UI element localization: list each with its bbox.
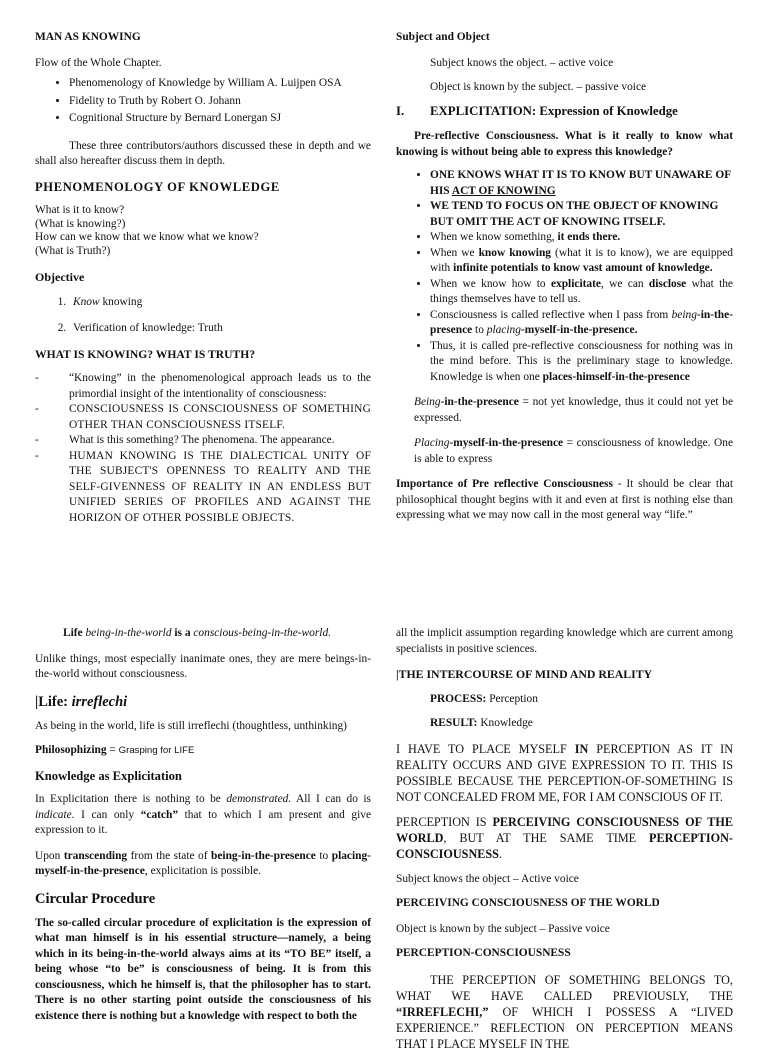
list-item: • Phenomenology of Knowledge by William A. Luijpen OSA <box>69 76 371 92</box>
list-item: 2. Verification of knowledge: Truth <box>69 321 371 337</box>
list-item: • Fidelity to Truth by Robert O. Johann <box>69 94 371 110</box>
irreflechi-heading: |Life: irreflechi <box>35 693 128 710</box>
continuation-paragraph: all the implicit assumption regarding knowledge which are current among specialists in positive sciences. <box>396 627 733 655</box>
section-title: EXPLICITATION: Expression of Knowledge <box>430 103 678 118</box>
passive-voice-line: Object is known by the subject. – passive voice <box>430 81 647 93</box>
list-item: • When we know something, it ends there. <box>430 230 733 246</box>
active-voice-line: Subject knows the object – Active voice <box>396 872 579 885</box>
final-paragraph: THE PERCEPTION OF SOMETHING BELONGS TO, WHAT WE HAVE CALLED PREVIOUSLY, THE “IRREFLECHI,” OF WHICH I POSSESS A “LIVED EXPERIENCE.” REFLECTION ON PERCEPTION MEANS THAT I PLACE MYSELF IN THE <box>396 972 733 1051</box>
what-is-knowing-heading: WHAT IS KNOWING? WHAT IS TRUTH? <box>35 347 256 361</box>
flow-label: Flow of the Whole Chapter. <box>35 56 162 69</box>
prereflective-question: Pre-reflective Consciousness. What is it really to know what knowing is without being able to express this knowledge? <box>396 130 733 158</box>
column-top-left <box>35 30 371 526</box>
list-item: - CONSCIOUSNESS IS CONSCIOUSNESS OF SOMETHING OTHER THAN CONSCIOUSNESS ITSELF. <box>35 402 371 433</box>
life-definition: Life being-in-the-world is a conscious-being-in-the-world. <box>63 627 331 639</box>
explicitation-paragraph: In Explicitation there is nothing to be demonstrated. All I can do is indicate. I can only “catch” that to which I am present and give expression to it. <box>35 793 372 836</box>
list-item: • When we know knowing (what it is to know), we are equipped with infinite potentials to know vast amount of knowledge. <box>430 246 733 277</box>
list-item: - “Knowing” in the phenomenological approach leads us to the primordial insight of the intentionality of consciousness: <box>35 371 371 402</box>
knowing-dash-list <box>35 371 371 526</box>
perception-consciousness-label: PERCEPTION-CONSCIOUSNESS <box>396 947 571 959</box>
list-item: • Cognitional Structure by Bernard Lonergan SJ <box>69 111 371 127</box>
result-line: RESULT: Knowledge <box>430 717 533 729</box>
phenomenology-heading: PHENOMENOLOGY OF KNOWLEDGE <box>35 179 280 194</box>
questions-block <box>35 204 371 258</box>
question-line: (What is Truth?) <box>35 244 111 257</box>
active-voice-line: Subject knows the object. – active voice <box>430 56 614 69</box>
circular-procedure-heading: Circular Procedure <box>35 890 156 907</box>
list-item: • Consciousness is called reflective when I pass from being-in-the-presence to placing-myself-in-the-presence. <box>430 308 733 339</box>
prereflective-bullets <box>396 168 733 385</box>
explicitation-heading <box>396 104 733 120</box>
objective-list <box>35 295 371 337</box>
intercourse-heading: |THE INTERCOURSE OF MIND AND REALITY <box>396 667 653 681</box>
transcending-paragraph: Upon transcending from the state of being-in-the-presence to placing-myself-in-the-presence, explicitation is possible. <box>35 849 371 877</box>
passive-voice-line: Object is known by the subject – Passive voice <box>396 922 610 935</box>
irreflechi-text: As being in the world, life is still irreflechi (thoughtless, unthinking) <box>35 719 347 732</box>
list-item: • WE TEND TO FOCUS ON THE OBJECT OF KNOWING BUT OMIT THE ACT OF KNOWING ITSELF. <box>430 199 733 230</box>
question-line: (What is knowing?) <box>35 217 126 230</box>
list-item: • Thus, it is called pre-reflective consciousness for nothing was in the mind before. This is the preliminary stage to knowledge. Knowledge is when one places-himself-in-the-presence <box>430 339 733 386</box>
column-bottom-left <box>35 626 371 1024</box>
objective-heading: Objective <box>35 270 85 285</box>
knowledge-explicitation-heading: Knowledge as Explicitation <box>35 768 182 783</box>
being-in-presence-def: Being-in-the-presence = not yet knowledge, thus it could not yet be expressed. <box>414 396 733 424</box>
list-item: • ONE KNOWS WHAT IT IS TO KNOW BUT UNAWARE OF HIS ACT OF KNOWING <box>430 168 733 199</box>
contributors-paragraph: These three contributors/authors discussed these in depth and we shall also hereafter discuss them in depth. <box>35 139 371 167</box>
section-number: I. <box>396 103 405 118</box>
list-item: 1. Know knowing <box>69 295 371 311</box>
importance-paragraph: Importance of Pre reflective Consciousness - It should be clear that philosophical thought begins with it and even at first is nothing else than expressing what we may now call in the most general way “life.” <box>396 478 733 521</box>
list-item: • When we know how to explicitate, we can disclose what the things themselves have to tell us. <box>430 277 733 308</box>
column-top-right <box>396 30 733 524</box>
placing-myself-def: Placing-myself-in-the-presence = consciousness of knowledge. One is able to express <box>414 437 733 465</box>
list-item: - HUMAN KNOWING IS THE DIALECTICAL UNITY OF THE SUBJECT'S OPENNESS TO REALITY AND THE SELF-GIVENNESS OF REALITY IN AN ENDLESS BUT UNIFIED SERIES OF PROFILES AND AGAINST THE HORIZON OF OTHER POSSIBLE OBJECTS. <box>35 449 371 527</box>
circular-procedure-text: The so-called circular procedure of explicitation is the expression of what man himself is in his essential structure—namely, a being which in its being-in-the-world always aims at its “TO BE” itself, a being whose “to be” is consciousness of being. It is from this consciousness, which he himself is, that the philosopher has to start. There is no other starting point outside the consciousness of his existence there is nothing but a knowledge with respect to both the <box>35 916 371 1022</box>
question-line: How can we know that we know what we know? <box>35 231 259 244</box>
list-item: - What is this something? The phenomena. The appearance. <box>35 433 371 449</box>
column-bottom-right <box>396 626 733 1052</box>
sources-list <box>35 76 371 127</box>
place-myself-paragraph: I HAVE TO PLACE MYSELF IN PERCEPTION AS IT IN REALITY OCCURS AND GIVE EXPRESSION TO IT. THIS IS POSSIBLE BECAUSE THE PERCEPTION-OF-SOMETHING IS NOT CONCEALED FROM ME, FOR I AM CONSCIOUS OF IT. <box>396 741 734 804</box>
process-line: PROCESS: Perception <box>430 692 538 705</box>
philosophizing-line: Philosophizing = Grasping for LIFE <box>35 744 195 756</box>
subject-object-heading: Subject and Object <box>396 31 490 43</box>
unlike-paragraph: Unlike things, most especially inanimate ones, they are mere beings-in-the-world without consciousness. <box>35 652 371 680</box>
perception-paragraph: PERCEPTION IS PERCEIVING CONSCIOUSNESS OF THE WORLD, BUT AT THE SAME TIME PERCEPTION-CONSCIOUSNESS. <box>396 814 733 861</box>
page-title: MAN AS KNOWING <box>35 31 141 43</box>
question-line: What is it to know? <box>35 204 125 216</box>
perceiving-consciousness-label: PERCEIVING CONSCIOUSNESS OF THE WORLD <box>396 897 660 909</box>
